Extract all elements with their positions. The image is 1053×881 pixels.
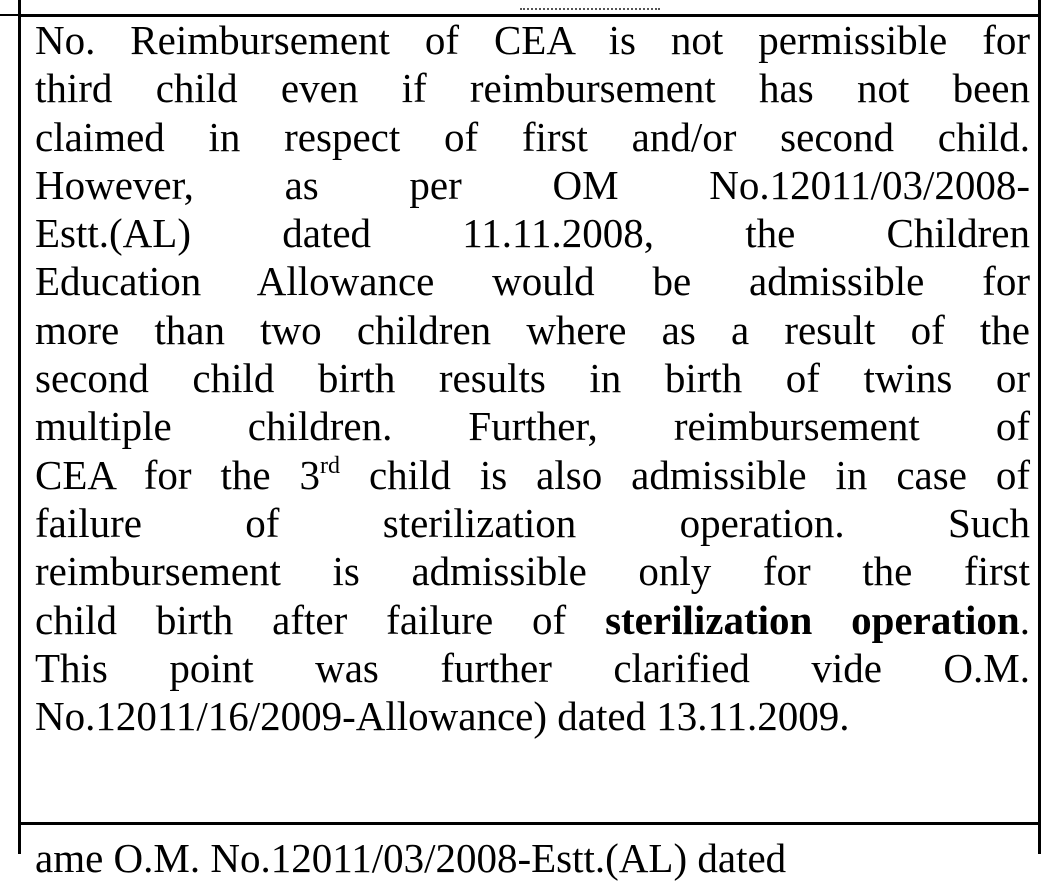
answer-line-text: . (1019, 596, 1030, 643)
next-row-cut-off (35, 828, 1030, 881)
answer-line: No.12011/16/2009-Allowance) dated 13.11.2009. (35, 693, 850, 740)
answer-line-text: CEA for the 3 (35, 451, 320, 498)
answer-line-text: child is also admissible in case of (340, 451, 1030, 498)
table-right-border (1038, 0, 1041, 854)
bold-term: sterilization operation (605, 596, 1020, 643)
answer-line: failure of sterilization operation. Such (35, 499, 1030, 546)
next-row-text: ame O.M. No.12011/03/2008-Estt.(AL) dated (35, 835, 787, 881)
table-left-border (18, 0, 21, 854)
answer-line: However, as per OM No.12011/03/2008- (35, 161, 1030, 208)
answer-line (35, 596, 1030, 644)
cut-off-text-top (520, 0, 660, 10)
answer-line: This point was further clarified vide O.M. (35, 644, 1030, 691)
answer-line: more than two children where as a result of the (35, 306, 1030, 353)
answer-line: multiple children. Further, reimbursement of (35, 403, 1030, 450)
answer-line: reimbursement is admissible only for the first (35, 548, 1030, 595)
answer-line: claimed in respect of first and/or second child. (35, 113, 1030, 160)
answer-line-text: child birth after failure of (35, 596, 606, 643)
answer-line: third child even if reimbursement has not been (35, 65, 1030, 112)
table-edge-tick (0, 14, 18, 16)
ordinal-superscript: rd (320, 452, 340, 479)
answer-cell (35, 16, 1030, 740)
answer-line: Estt.(AL) dated 11.11.2008, the Children (35, 210, 1030, 257)
table-row-divider (18, 822, 1041, 825)
answer-line: second child birth results in birth of twins or (35, 355, 1030, 402)
answer-line: Education Allowance would be admissible for (35, 258, 1030, 305)
answer-line: No. Reimbursement of CEA is not permissible for (35, 17, 1030, 63)
answer-line (35, 451, 1030, 499)
